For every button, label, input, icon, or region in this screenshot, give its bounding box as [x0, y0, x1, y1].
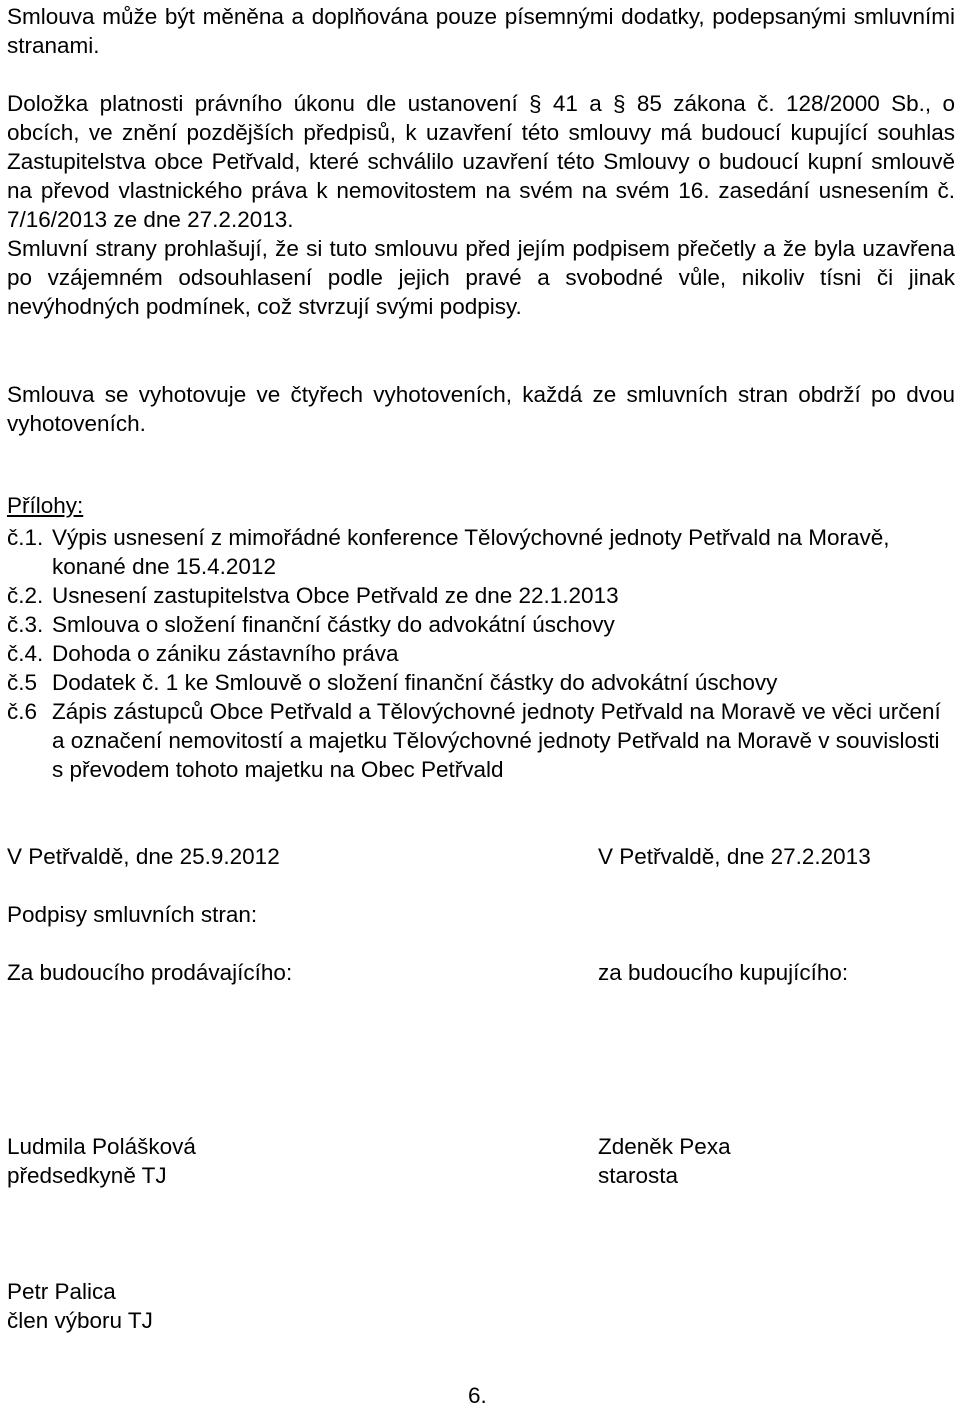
seller-label: Za budoucího prodávajícího:	[7, 960, 293, 985]
buyer-role: starosta	[598, 1163, 679, 1188]
buyer-name: Zdeněk Pexa	[598, 1134, 731, 1159]
attachment-number: č.1.	[7, 525, 44, 550]
paragraph-declaration: Smluvní strany prohlašují, že si tuto smlouvu před jejím podpisem přečetly a že byla uzavřena po vzájemném odsouhlasení podle jejich pravé a svobodné vůle, nikoliv tísni či jinak nevýhodných podmínek, což stvrzují svými podpisy.	[7, 236, 955, 319]
buyer-label: za budoucího kupujícího:	[598, 960, 849, 985]
member-name: Petr Palica	[7, 1279, 116, 1304]
attachment-number: č.6	[7, 699, 38, 724]
paragraph-validity-clause: Doložka platnosti právního úkonu dle ustanovení § 41 a § 85 zákona č. 128/2000 Sb., o obcích, ve znění pozdějších předpisů, k uzavření této smlouvy má budoucí kupující souhlas Zastupitelstva obce Petřvald, které schválilo uzavření této Smlouvy o budoucí kupní smlouvě na převod vlastnického práva k nemovitostem na svém na svém 16. zasedání usnesením č. 7/16/2013 ze dne 27.2.2013.	[7, 91, 955, 232]
attachment-number: č.5	[7, 670, 38, 695]
seller-role: předsedkyně TJ	[7, 1163, 167, 1188]
attachment-text: Usnesení zastupitelstva Obce Petřvald ze dne 22.1.2013	[52, 583, 619, 608]
attachment-text: Dodatek č. 1 ke Smlouvě o složení finanční částky do advokátní úschovy	[52, 670, 778, 695]
member-role: člen výboru TJ	[7, 1308, 153, 1333]
attachment-text: Smlouva o složení finanční částky do advokátní úschovy	[52, 612, 615, 637]
page-number: 6.	[468, 1383, 487, 1408]
attachment-text: Zápis zástupců Obce Petřvald a Tělovýchovné jednoty Petřvald na Moravě ve věci určení a označení nemovitostí a majetku Tělovýchovné jednoty Petřvald na Moravě v souvislosti s převodem tohoto majetku na Obec Petřvald	[52, 699, 941, 782]
attachment-number: č.3.	[7, 612, 44, 637]
attachment-text: Dohoda o zániku zástavního práva	[52, 641, 399, 666]
paragraph-amendments: Smlouva může být měněna a doplňována pouze písemnými dodatky, podepsanými smluvními stranami.	[7, 4, 955, 58]
place-date-right: V Petřvaldě, dne 27.2.2013	[598, 844, 871, 869]
signatures-label: Podpisy smluvních stran:	[7, 902, 258, 927]
paragraph-copies: Smlouva se vyhotovuje ve čtyřech vyhotoveních, každá ze smluvních stran obdrží po dvou vyhotoveních.	[7, 382, 955, 436]
attachment-number: č.2.	[7, 583, 44, 608]
attachment-number: č.4.	[7, 641, 44, 666]
attachments-heading: Přílohy:	[7, 493, 84, 518]
place-date-left: V Petřvaldě, dne 25.9.2012	[7, 844, 280, 869]
attachment-text: Výpis usnesení z mimořádné konference Tělovýchovné jednoty Petřvald na Moravě, konané dne 15.4.2012	[52, 525, 890, 579]
seller-name: Ludmila Polášková	[7, 1134, 196, 1159]
